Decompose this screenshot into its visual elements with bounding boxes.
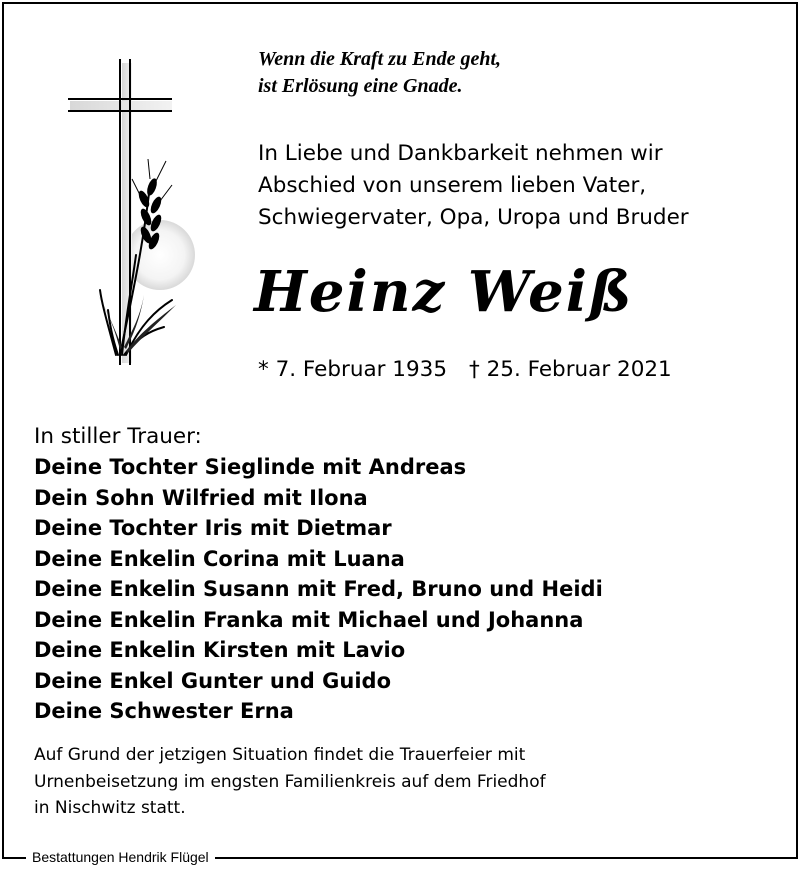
intro-line: Abschied von unserem lieben Vater,: [258, 173, 647, 198]
mourner-item: Deine Enkelin Susann mit Fred, Bruno und Heidi: [34, 577, 603, 601]
birth-date: * 7. Februar 1935: [258, 357, 448, 382]
mourner-item: Dein Sohn Wilfried mit Ilona: [34, 485, 368, 510]
note-line: in Nischwitz statt.: [34, 798, 186, 818]
mourner-item: Deine Enkelin Corina mit Luana: [34, 546, 405, 571]
mourner-item: Deine Enkelin Franka mit Michael und Johanna: [34, 607, 584, 632]
intro-line: In Liebe und Dankbarkeit nehmen wir: [258, 141, 663, 166]
life-dates: [258, 355, 672, 385]
undertaker-credit: Bestattungen Hendrik Flügel: [26, 849, 215, 866]
intro-line: Schwiegervater, Opa, Uropa und Bruder: [258, 205, 689, 230]
intro-text: [258, 138, 689, 234]
mourner-item: Deine Tochter Sieglinde mit Andreas: [34, 455, 467, 479]
mourner-item: Deine Enkel Gunter und Guido: [34, 668, 391, 693]
quote-line: ist Erlösung eine Gnade.: [258, 75, 463, 97]
mourning-heading: In stiller Trauer:: [34, 424, 202, 449]
note-line: Urnenbeisetzung im engsten Familienkreis auf dem Friedhof: [34, 771, 546, 792]
mourner-item: Deine Enkelin Kirsten mit Lavio: [34, 638, 406, 662]
note-line: Auf Grund der jetzigen Situation findet die Trauerfeier mit: [34, 745, 526, 765]
mourner-item: Deine Tochter Iris mit Dietmar: [34, 516, 392, 540]
quote-line: Wenn die Kraft zu Ende geht,: [258, 48, 501, 70]
death-date: † 25. Februar 2021: [469, 357, 672, 382]
mourners-list: [34, 452, 603, 727]
funeral-note: [34, 742, 546, 822]
deceased-name: Heinz Weiß: [254, 259, 634, 325]
cross-with-wheat-icon: [60, 55, 205, 375]
mourner-item: Deine Schwester Erna: [34, 699, 294, 723]
quote: [258, 46, 501, 100]
